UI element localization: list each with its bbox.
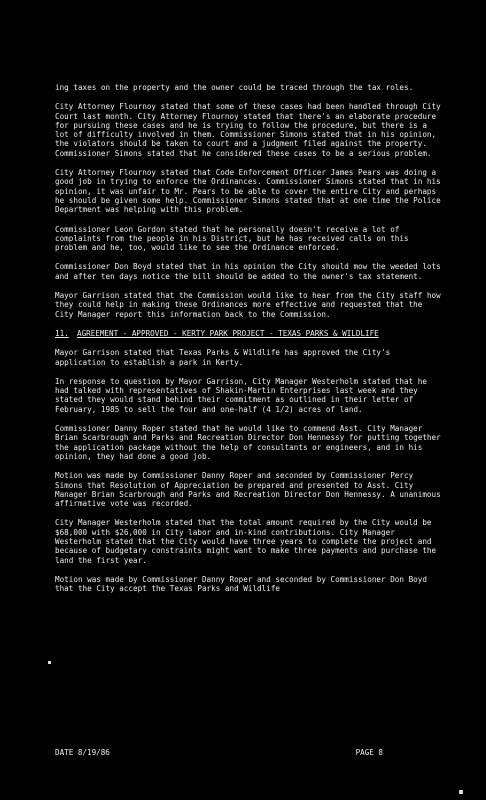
paragraph-resolution-motion: Motion was made by Commissioner Danny Roper and seconded by Commissioner Percy Simons that Resolution of Appreciation be prepared and presented to Asst. City Manager Brian Scarbrough and Parks and Recreation Director Don Hennessy. A unanimous affirmative vote was recorded.: [55, 471, 441, 509]
paragraph-park-approval: Mayor Garrison stated that Texas Parks & Wildlife has approved the City's application to establish a park in Kerty.: [55, 348, 391, 367]
document-page: [55, 83, 443, 603]
paragraph-tax-roles: ing taxes on the property and the owner could be traced through the tax roles.: [55, 83, 414, 92]
footer-date: DATE 8/19/86: [55, 748, 110, 757]
footer-page-number: PAGE 8: [355, 748, 383, 757]
scan-speck: [48, 661, 51, 664]
page-footer: [55, 748, 443, 757]
paragraph-city-court: City Attorney Flournoy stated that some of these cases had been handled through City Court last month. City Attorney Flournoy stated that there's an elaborate procedure for pursuing these cases and he is trying to follow the procedure, but there is a lot of difficulty involved in them. Commissioner Simons stated that in his opinion, the violators should be taken to court and a judgment filed against the property. Commissioner Simons stated that he considered these cases to be a serious problem.: [55, 102, 441, 158]
paragraph-mow-lots: Commissioner Don Boyd stated that in his opinion the City should mow the weeded lots and after ten days notice the bill should be added to the owner's tax statement.: [55, 262, 441, 281]
agenda-item-number: 11.: [55, 328, 69, 338]
paragraph-complaints: Commissioner Leon Gordon stated that he personally doesn't receive a lot of complaints from the people in his District, but he has received calls on this problem and he, too, would like to see the Ordinance enforced.: [55, 224, 409, 253]
paragraph-land-commitment: In response to question by Mayor Garrison, City Manager Westerholm stated that he had talked with representatives of Shakin-Martin Enterprises last week and they stated they would stand behind their commitment as outlined in their letter of February, 1985 to sell the four and one-half (4 1/2) acres of land.: [55, 376, 427, 414]
scan-speck: [459, 790, 463, 794]
paragraph-code-enforcement: City Attorney Flournoy stated that Code Enforcement Officer James Pears was doing a good job in trying to enforce the Ordinances. Commissioner Simons stated that in his opinion, it was unfair to Mr. Pears to be able to cover the entire City and perhaps he should be given some help. Commissioner Simons stated that at one time the Police Department was helping with this problem.: [55, 168, 441, 215]
agenda-item-heading: [55, 329, 443, 338]
paragraph-commendation: Commissioner Danny Roper stated that he would like to commend Asst. City Manager Brian Scarbrough and Parks and Recreation Director Don Hennessy for putting together the application package without the help of consultants or engineers, and in his opinion, they had done a good job.: [55, 424, 441, 461]
agenda-item-title: AGREEMENT - APPROVED - KERTY PARK PROJECT - TEXAS PARKS & WILDLIFE: [77, 328, 379, 338]
paragraph-accept-motion: Motion was made by Commissioner Danny Roper and seconded by Commissioner Don Boyd that the City accept the Texas Parks and Wildlife: [55, 574, 427, 594]
paragraph-funding: City Manager Westerholm stated that the total amount required by the City would be $68,000 with $26,000 in City labor and in-kind contributions. City Manager Westerholm stated that the City would have three years to complete the project and because of budgetary constraints might want to make three payments and purchase the land the first year.: [55, 518, 437, 565]
paragraph-staff-report: Mayor Garrison stated that the Commission would like to hear from the City staff how they could help in making these Ordinances more effective and requested that the City Manager report this information back to the Commission.: [55, 291, 441, 319]
